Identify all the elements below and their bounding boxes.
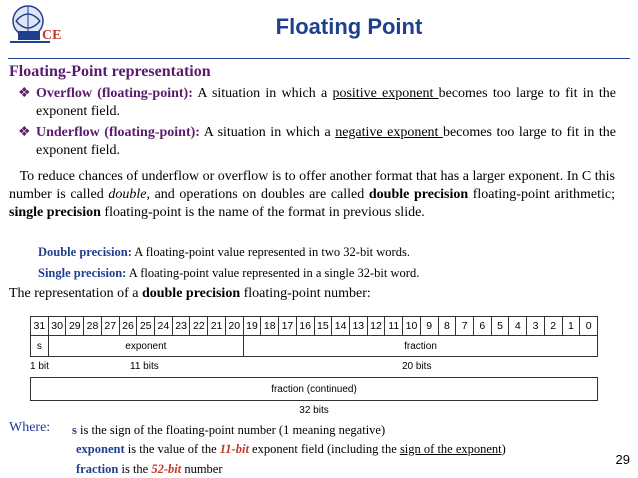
where-exp-key: exponent (76, 442, 125, 456)
bit-index-cell: 9 (421, 317, 439, 335)
bit-index-cell: 17 (279, 317, 297, 335)
definition-text: A floating-point value represented in two 32-bit words. (131, 245, 410, 259)
para-text: , and operations on doubles are called (146, 187, 369, 202)
bullet-term: Overflow (floating-point): (36, 86, 193, 101)
field-fraction: fraction (404, 340, 437, 352)
bit-index-cell: 8 (439, 317, 457, 335)
field-row (30, 336, 598, 357)
definition-text: A floating-point value represented in a single 32-bit word. (126, 266, 420, 280)
where-frac-key: fraction (76, 462, 119, 476)
size-continued: 32 bits (299, 405, 329, 416)
bit-index-cell: 6 (474, 317, 492, 335)
page-number: 29 (615, 452, 630, 467)
bit-index-cell: 5 (492, 317, 510, 335)
where-s-line (72, 421, 385, 439)
bit-index-cell: 18 (261, 317, 279, 335)
bit-index-cell: 20 (226, 317, 244, 335)
bullet-text: A situation in which a (192, 86, 333, 101)
where-exponent-line (76, 440, 506, 458)
where-frac-text-end: number (181, 462, 223, 476)
bit-index-cell: 13 (350, 317, 368, 335)
bit-index-cell: 31 (31, 317, 49, 335)
bit-index-cell: 12 (368, 317, 386, 335)
bit-index-cell: 2 (545, 317, 563, 335)
bit-index-cell: 21 (208, 317, 226, 335)
bit-index-cell: 3 (527, 317, 545, 335)
para-double-word: double (108, 187, 147, 202)
bit-index-cell: 30 (49, 317, 67, 335)
title-divider (8, 58, 630, 59)
section-title: Floating-Point representation (9, 63, 211, 80)
diamond-bullet-icon: ❖ (18, 125, 31, 140)
definition-term: Single precision: (38, 266, 127, 280)
bit-index-cell: 25 (137, 317, 155, 335)
para-double-precision: double precision (368, 187, 469, 202)
field-sign: s (31, 336, 49, 356)
bit-index-cell: 11 (385, 317, 403, 335)
bullet-underlined: negative exponent (335, 125, 443, 140)
bit-index-cell: 22 (190, 317, 208, 335)
bit-index-cell: 23 (173, 317, 191, 335)
where-exp-text-mid: exponent field (including the (248, 442, 400, 456)
bullet-underflow (18, 124, 616, 160)
bullet-overflow (18, 85, 616, 121)
bit-index-cell: 4 (509, 317, 527, 335)
where-exp-text: is the value of the (124, 442, 220, 456)
size-fraction: 20 bits (402, 361, 432, 372)
field-exponent: exponent (49, 336, 244, 356)
bit-index-cell: 0 (585, 320, 592, 332)
bit-index-cell: 7 (456, 317, 474, 335)
where-frac-bits: 52-bit (151, 462, 182, 476)
where-label: Where: (9, 420, 51, 435)
field-fraction-continued: fraction (continued) (30, 377, 598, 401)
bullet-text-end: becomes too large to fit in the exponent field. (36, 125, 617, 158)
bit-index-cell: 24 (155, 317, 173, 335)
diamond-bullet-icon: ❖ (18, 86, 31, 101)
bit-index-cell: 1 (563, 317, 581, 335)
where-frac-text: is the (118, 462, 152, 476)
bullet-underlined: positive exponent (332, 86, 439, 101)
bit-index-cell: 26 (120, 317, 138, 335)
where-fraction-line (76, 460, 223, 478)
page-title: Floating Point (275, 14, 423, 39)
rep-text: The representation of a (9, 286, 142, 301)
bit-index-cell: 15 (315, 317, 333, 335)
rep-bold: double precision (141, 286, 241, 301)
bit-index-cell: 10 (403, 317, 421, 335)
explanation-paragraph (9, 168, 615, 222)
bullet-text-end: becomes too large to fit in the exponent field. (36, 86, 616, 119)
para-text: To reduce chances of underflow or overflow is to offer another format that has a larger exponent. In C this number is called (9, 169, 616, 202)
bit-index-cell: 28 (84, 317, 102, 335)
size-sign: 1 bit (30, 361, 49, 372)
where-exp-bits: 11-bit (219, 442, 249, 456)
bit-index-row (30, 316, 598, 336)
bullet-term: Underflow (floating-point): (36, 125, 200, 140)
para-single-precision: single precision (9, 205, 101, 220)
where-exp-underlined: sign of the exponent (399, 442, 502, 456)
bit-index-cell: 19 (244, 317, 262, 335)
rep-text-end: floating-point number: (240, 286, 371, 301)
size-exponent: 11 bits (130, 361, 159, 372)
bit-index-cell: 29 (66, 317, 84, 335)
where-s-key: s (72, 423, 77, 437)
logo-text: CE (42, 28, 62, 43)
bullet-text: A situation in which a (199, 125, 336, 140)
bit-index-cell: 14 (332, 317, 350, 335)
representation-line (9, 286, 371, 302)
bit-index-cell: 27 (102, 317, 120, 335)
where-exp-text-end: ) (501, 442, 506, 456)
para-text: floating-point arithmetic; (468, 187, 615, 202)
field-size-row (30, 361, 598, 375)
bit-index-cell: 16 (297, 317, 315, 335)
definition-double (38, 244, 410, 260)
where-s-text: is the sign of the floating-point number (1 meaning negative) (76, 423, 386, 437)
definition-term: Double precision: (38, 245, 132, 259)
para-text: floating-point is the name of the format in previous slide. (100, 205, 425, 220)
definition-single (38, 265, 419, 281)
